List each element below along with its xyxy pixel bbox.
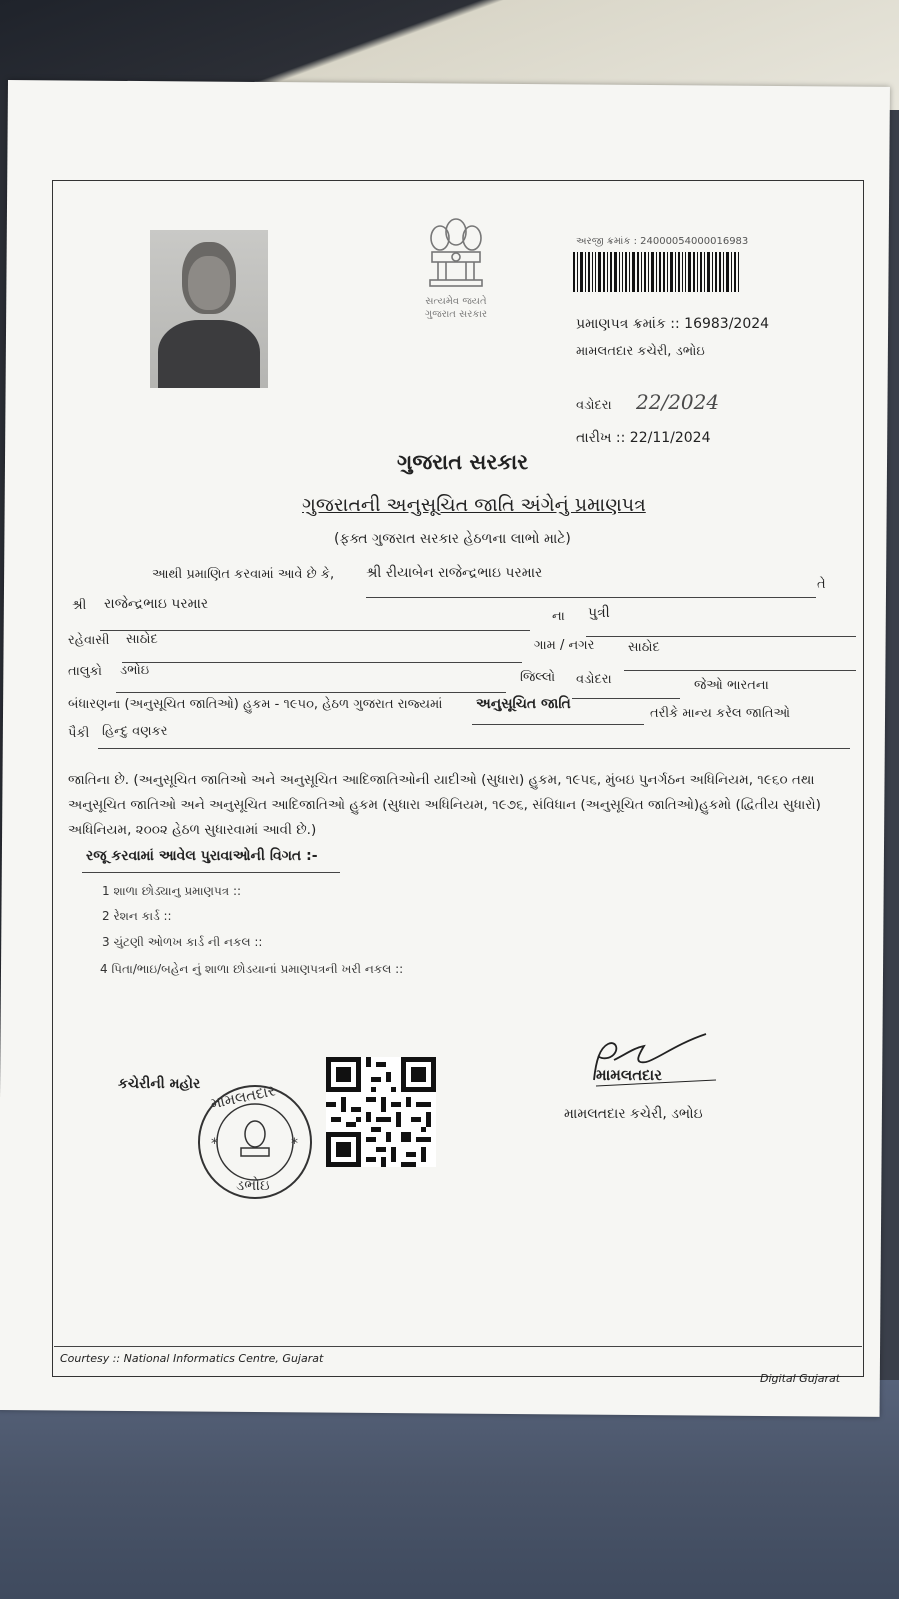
- village-line: [624, 670, 856, 671]
- taluka-value: ડભોઇ: [120, 663, 150, 678]
- courtesy-text: Courtesy :: National Informatics Centre, Gujarat: [60, 1352, 324, 1365]
- certificate-subtitle: (ફક્ત ગુજરાત સરકાર હેઠળના લાભો માટે): [334, 531, 571, 547]
- footer-divider: [54, 1346, 862, 1347]
- india-text: જેઓ ભારતના: [694, 678, 769, 693]
- document-item: 3 ચુંટણી ઓળખ કાર્ડ ની નકલ ::: [102, 935, 263, 949]
- certify-text: આથી પ્રમાણિત કરવામાં આવે છે કે,: [152, 567, 335, 582]
- district-value: વડોદરા: [576, 672, 612, 687]
- holder-name: શ્રી રીયાબેન રાજેન્દ્રભાઇ પરમાર: [366, 565, 543, 581]
- emblem-caption-gov: ગુજરાત સરકાર: [424, 309, 488, 320]
- digital-gujarat-text: Digital Gujarat: [760, 1372, 841, 1385]
- document-item: 1 શાળા છોડ્યાનુ પ્રમાણપત્ર ::: [102, 884, 242, 898]
- signatory-office: મામલતદાર કચેરી, ડભોઇ: [564, 1106, 703, 1122]
- holder-name-line: [366, 597, 816, 598]
- district-line: [572, 698, 680, 699]
- village-value: સાઠોદ: [628, 640, 660, 655]
- document-item: 4 પિતા/ભાઇ/બહેન નું શાળા છોડયાનાં પ્રમાણપત્રની ખરી નકલ ::: [100, 962, 404, 976]
- shri-label: શ્રી: [72, 598, 87, 613]
- legal-paragraph: જાતિના છે. (અનુસૂચિત જાતિઓ અને અનુસૂચિત આદિજાતિઓની યાદીઓ (સુધારા) હુકમ, ૧૯૫૬, મુંબઇ પુનર્ગઠન અધિનિયમ, ૧૯૬૦ તથા અનુસૂચિત જાતિઓ અને અનુસૂચિત આદિજાતિઓ હુકમ (સુધારા અધિનિયમ, ૧૯૭૬, સંવિધાન (અનુસૂચિત જાતિઓ)હુકમો (દ્વિતીય સુધારો) અધિનિયમ, ૨૦૦૨ હેઠળ સુધારવામાં આવી છે.): [68, 772, 821, 838]
- issuing-office: મામલતદાર કચેરી, ડભોઇ: [576, 344, 705, 359]
- resident-value: સાઠોદ: [126, 632, 158, 647]
- emblem-caption-motto: સત્યમેવ જયતે: [425, 296, 487, 307]
- applicant-photo: [150, 230, 268, 388]
- qr-code-icon: [326, 1056, 436, 1168]
- barcode: [573, 252, 757, 292]
- office-seal-label: કચેરીની મહોર: [118, 1076, 201, 1092]
- sub-caste-label: પૈકી: [68, 726, 90, 741]
- documents-heading: રજૂ કરવામાં આવેલ પુરાવાઓની વિગત :-: [86, 848, 318, 864]
- te-label: તે: [817, 577, 826, 592]
- certificate-title: ગુજરાતની અનુસૂચિત જાતિ અંગેનું પ્રમાણપત્ર: [302, 494, 646, 516]
- svg-text:*: *: [211, 1136, 218, 1152]
- national-emblem-icon: [418, 210, 494, 290]
- government-title: ગુજરાત સરકાર: [397, 450, 529, 474]
- recognized-text: તરીકે માન્ય કરેલ જાતિઓ: [650, 706, 791, 721]
- resident-label: રહેવાસી: [68, 633, 110, 648]
- svg-text:*: *: [291, 1136, 298, 1152]
- sub-caste-line: [98, 748, 850, 749]
- handwritten-date: 22/2024: [636, 390, 720, 414]
- resident-line: [122, 662, 522, 663]
- constitution-text: બંધારણના (અનુસૂચિત જાતિઓ) હુકમ - ૧૯૫૦, હેઠળ ગુજરાત રાજ્યમાં: [68, 697, 443, 712]
- relation-line: [586, 636, 856, 637]
- taluka-label: તાલુકો: [68, 664, 103, 679]
- signatory-title: મામલતદાર: [596, 1066, 662, 1084]
- category-line: [472, 724, 644, 725]
- seal-bottom-text: ડભોઇ: [236, 1176, 270, 1194]
- father-name: રાજેન્દ્રભાઇ પરમાર: [104, 596, 209, 612]
- application-number: અરજી ક્રમાંક : 24000054000016983: [576, 236, 749, 247]
- documents-heading-underline: [82, 872, 340, 873]
- document-item: 2 રેશન કાર્ડ ::: [102, 909, 172, 923]
- district-label: જિલ્લો: [520, 670, 556, 685]
- village-label: ગામ / નગર: [534, 638, 595, 653]
- seal-top-text: મામલતદાર: [208, 1081, 278, 1113]
- category-value: અનુસૂચિત જાતિ: [476, 696, 571, 712]
- issue-date: તારીખ :: 22/11/2024: [576, 430, 711, 446]
- taluka-line: [116, 692, 506, 693]
- relation-value: પુત્રી: [588, 605, 610, 621]
- sub-caste-value: હિન્દુ વણકર: [102, 724, 168, 739]
- na-label: ના: [552, 609, 565, 624]
- father-name-line: [100, 630, 530, 631]
- certificate-number: પ્રમાણપત્ર ક્રમાંક :: 16983/2024: [576, 316, 770, 332]
- issue-place: વડોદરા: [576, 398, 612, 413]
